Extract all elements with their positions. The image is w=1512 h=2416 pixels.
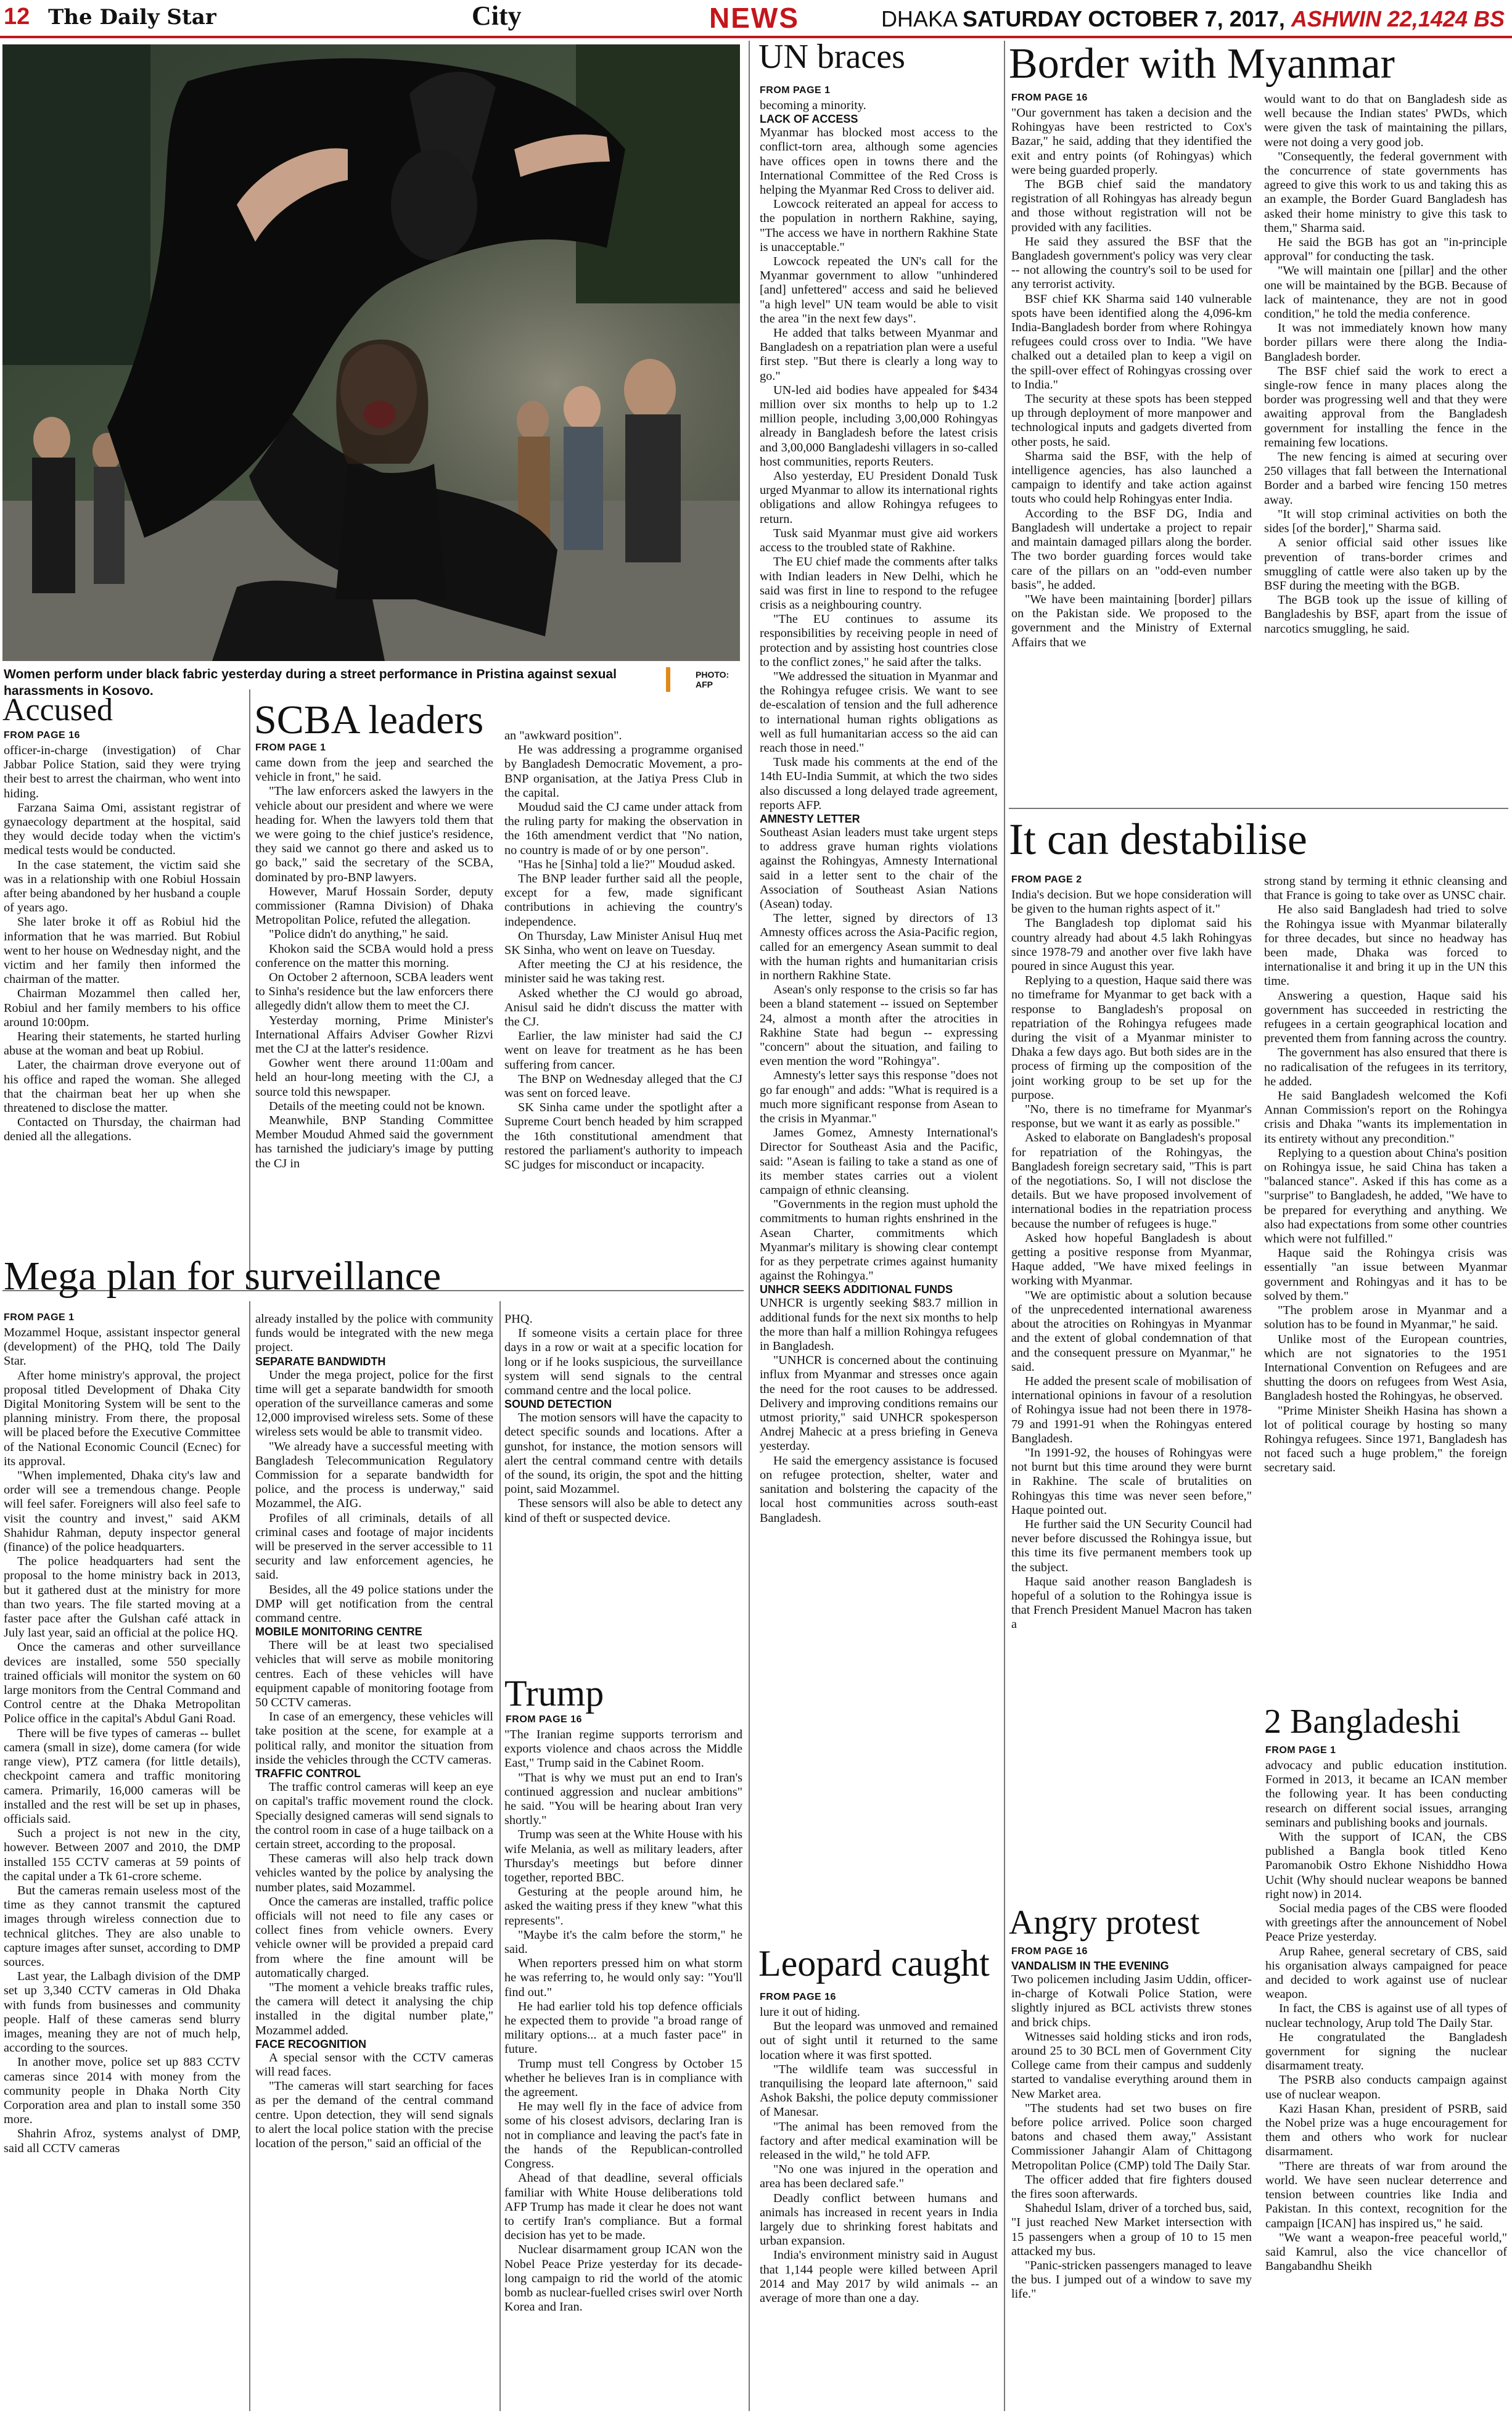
paragraph: "Panic-stricken passengers managed to leave the bus. I jumped out of a window to save my life." [1011, 2259, 1252, 2301]
article-destabilise-col2 [1264, 874, 1507, 1695]
paragraph: Haque said the Rohingya crisis was essentially "an issue between Myanmar government and Rohingyas and it has to be solved by them." [1264, 1246, 1507, 1303]
paragraph: Later, the chairman drove everyone out of his office and raped the woman. She alleged that the chairman beat her up when she threatened to disclose the matter. [4, 1058, 240, 1116]
article-scba-body-col1 [255, 756, 493, 1286]
article-destabilise-col1 [1011, 888, 1252, 1893]
paragraph: With the support of ICAN, the CBS published a Bangla book titled Keno Paromanobik Ostro Ekhone Nishiddho Howa Uchit (Why should nuclear weapons be banned right now) in 2014. [1265, 1830, 1507, 1901]
paragraph: Asked how hopeful Bangladesh is about getting a positive response from Myanmar, Haque added, "We have mixed feelings in working with Myanmar. [1011, 1231, 1252, 1288]
paragraph: He congratulated the Bangladesh government for signing the nuclear disarmament treaty. [1265, 2030, 1507, 2073]
paragraph: Under the mega project, police for the first time will get a separate bandwidth for smooth operation of the surveillance cameras and some 12,000 improvised wireless sets. Some of these wireless sets would be able to transmit video. [255, 1368, 493, 1439]
paragraph: Meanwhile, BNP Standing Committee Member Moudud Ahmed said the government has tarnished the judiciary's image by putting the CJ in [255, 1114, 493, 1170]
article-un-braces-body [760, 99, 998, 1894]
column-divider [499, 1301, 501, 2411]
paragraph: There will be at least two specialised vehicles that will serve as mobile monitoring centres. Each of these vehicles will have equipment capable of monitoring footage from 50 CCTV cameras. [255, 1638, 493, 1710]
paragraph: Tusk said Myanmar must give aid workers access to the troubled state of Rakhine. [760, 526, 998, 555]
paragraph: The new fencing is aimed at securing over 250 villages that fall between the International Border and a barbed wire fencing 150 metres away. [1264, 450, 1507, 507]
paragraph: Mozammel Hoque, assistant inspector general (development) of the PHQ, told The Daily Star. [4, 1326, 240, 1368]
paragraph: But the leopard was unmoved and remained out of sight until it returned to the same location where it was first spotted. [760, 2019, 998, 2062]
column-divider [249, 689, 250, 1288]
paragraph: advocacy and public education institution. Formed in 2013, it became an ICAN member the following year. It has been conducting research on different social issues, arranging seminars and publishing books and journals. [1265, 1759, 1507, 1830]
paragraph: "The moment a vehicle breaks traffic rules, the camera will detect it analysing the chip installed in the digital number plate," Mozammel added. [255, 1980, 493, 2037]
subheading: LACK OF ACCESS [760, 113, 858, 126]
paragraph: "When implemented, Dhaka city's law and order will see a tremendous change. People will feel safer. Foreigners will also feel safe to visit the country and invest," said AKM Shahidur Rahman, deputy inspector general (finance) of the police headquarters. [4, 1469, 240, 1555]
paragraph: Shahedul Islam, driver of a torched bus, said, "I just reached New Market intersection with 15 passengers when a group of 10 to 15 men attacked my bus. [1011, 2201, 1252, 2258]
column-divider [1004, 41, 1005, 2411]
paragraph: The motion sensors will have the capacity to detect specific sounds and locations. After a gunshot, for instance, the motion sensors will alert the central command centre with details of the sound, its origin, the spot and the hitting point, said Mozammel. [504, 1411, 742, 1497]
paragraph: "The students had set two buses on fire before police arrived. Police soon charged batons and chased them away," Assistant Commissioner Jahangir Alam of Chittagong Metropolitan Police (CMP) told The Daily Star. [1011, 2101, 1252, 2172]
photo-caption: Women perform under black fabric yesterday during a street performance in Pristina against sexual harassments in Kosovo. [4, 667, 617, 698]
paragraph: The BSF chief said the work to erect a single-row fence in many places along the border was progressing well and that they were awaiting approval from the Bangladesh government for installing the fence in the remaining few locations. [1264, 364, 1507, 450]
headline-scba-leaders: SCBA leaders [254, 697, 484, 742]
headline-trump: Trump [504, 1673, 604, 1714]
paragraph: He said the BGB has got an "in-principle approval" for conducting the task. [1264, 236, 1507, 264]
paragraph: He said Bangladesh welcomed the Kofi Annan Commission's report on the Rohingya crisis and Dhaka "wants its implementation in its entirety without any precondition." [1264, 1089, 1507, 1146]
paragraph: "We will maintain one [pillar] and the other one will be maintained by the BGB. Because of lack of maintenance, they are not in good condition," he told the media conference. [1264, 264, 1507, 321]
page-number: 12 [4, 4, 30, 30]
paragraph: Khokon said the SCBA would hold a press conference on the matter this morning. [255, 942, 493, 970]
article-border-col1 [1011, 106, 1252, 803]
paragraph: becoming a minority. [760, 99, 866, 112]
paragraph: an "awkward position". [504, 729, 622, 742]
section-divider [1009, 808, 1508, 809]
paragraph: Sharma said the BSF, with the help of intelligence agencies, has also launched a campaign to identify and take action against touts who could help Rohingyas enter India. [1011, 449, 1252, 506]
subheading: SOUND DETECTION [504, 1398, 612, 1411]
paragraph: A senior official said other issues like prevention of trans-border crimes and smuggling of cattle were also taken up by the BSF during the meeting with the BGB. [1264, 536, 1507, 593]
paragraph: Answering a question, Haque said his government has succeeded in restricting the refugees in a certain geographical location and prevented them from fanning across the country. [1264, 988, 1507, 1046]
article-leopard-body [760, 2005, 998, 2411]
paragraph: It was not immediately known how many border pillars were there along the India-Bangladesh border. [1264, 321, 1507, 364]
paragraph: Lowcock reiterated an appeal for access to the population in northern Rakhine, saying, "The access we have in northern Rakhine State is unacceptable." [760, 197, 998, 254]
paragraph: "We want a weapon-free peaceful world," said Kamrul, also the vice chancellor of Bangabandhu Sheikh [1265, 2230, 1507, 2274]
paragraph: Amnesty's letter says this response "does not go far enough" and adds: "What is required is a much more significant response from Asean to the crisis in Myanmar." [760, 1069, 998, 1126]
paragraph: He added the present scale of mobilisation of international opinions in favour of a resolution of Rohingya issue had not been there in 1978-79 and 1991-91 when the Rohingyas entered Bangladesh. [1011, 1374, 1252, 1445]
paragraph: "There are threats of war from around the world. We have seen nuclear deterrence and tension between countries like India and Pakistan. In this context, recognition for the campaign [ICAN] has inspired us," he said. [1265, 2159, 1507, 2230]
subheading: MOBILE MONITORING CENTRE [255, 1625, 422, 1638]
from-page-trump: FROM PAGE 16 [506, 1714, 582, 1725]
paragraph: Trump was seen at the White House with his wife Melania, as well as military leaders, after Thursday's meetings but before dinner together, reported BBC. [504, 1828, 742, 1885]
paragraph: UN-led aid bodies have appealed for $434 million over six months to help up to 1.2 million people, including 3,00,000 Rohingyas already in Bangladesh before the latest crisis and 3,00,000 Bangladeshi villagers in so-called host communities, reports Reuters. [760, 383, 998, 469]
paragraph: He added that talks between Myanmar and Bangladesh on a repatriation plan were a useful first step. "But there is clearly a long way to go." [760, 326, 998, 383]
paragraph: The security at these spots has been stepped up through deployment of more manpower and technological inputs and gadgets diverted from other posts, he said. [1011, 392, 1252, 449]
paragraph: The BNP leader further said all the people, except for a few, made significant contributions in achieving the country's independence. [504, 872, 742, 929]
from-page-destabilise: FROM PAGE 2 [1011, 874, 1082, 885]
paragraph: When reporters pressed him on what storm he was referring to, he would only say: "You'll find out." [504, 1957, 742, 1999]
from-page-accused: FROM PAGE 16 [4, 730, 80, 741]
news-photo [2, 44, 740, 661]
paragraph: She later broke it off as Robiul hid the information that he was married. But Robiul went to her house on Wednesday night, and the victim and her family then informed the chairman of the matter. [4, 915, 240, 987]
from-page-leopard: FROM PAGE 16 [760, 1992, 836, 2002]
paragraph: would want to do that on Bangladesh side as well because the Indian states' PWDs, which were given the task of maintaining the pillars, were not doing a very good job. [1264, 92, 1507, 149]
paragraph: Replying to a question, Haque said there was no timeframe for Myanmar to get back with a response to Bangladesh's proposal on repatriation of the Rohingya refugees made during the visit of a Myanmar minister to Dhaka a few days ago. But both sides are in the process of firming up the composition of the joint working group to be set up for the purpose. [1011, 974, 1252, 1102]
paragraph: The officer added that fire fighters doused the fires soon afterwards. [1011, 2172, 1252, 2201]
from-page-angry-protest: FROM PAGE 16 [1011, 1946, 1088, 1957]
dateline-city: DHAKA [881, 6, 956, 31]
paragraph: Hearing their statements, he started hurling abuse at the woman and beat up Robiul. [4, 1030, 240, 1058]
paragraph: Profiles of all criminals, details of all criminal cases and footage of major incidents will be preserved in the server accessible to 11 security and law enforcement agencies, he said. [255, 1511, 493, 1582]
paragraph: The EU chief made the comments after talks with Indian leaders in New Delhi, which he said was first in line to respond to the refugee crisis as a neighbouring country. [760, 555, 998, 612]
paragraph: "Our government has taken a decision and the Rohingyas have been restricted to Cox's Bazar," he said, adding that they identified the exit and entry points (of Rohingyas) which were being guarded properly. [1011, 106, 1252, 177]
paragraph: officer-in-charge (investigation) of Char Jabbar Police Station, said they were trying their best to arrest the chairman, who went into hiding. [4, 744, 240, 800]
paragraph: strong stand by terming it ethnic cleansing and that France is going to take over as UNSC chair. [1264, 874, 1507, 903]
subheading: UNHCR SEEKS ADDITIONAL FUNDS [760, 1283, 953, 1296]
paragraph: Haque said another reason Bangladesh is hopeful of a solution to the Rohingya issue is that French President Manuel Macron has taken a [1011, 1574, 1252, 1632]
dateline-date: SATURDAY OCTOBER 7, 2017, [963, 6, 1285, 31]
article-2-bangladeshi-body [1265, 1759, 1507, 2411]
paragraph: came down from the jeep and searched the vehicle in front," he said. [255, 756, 493, 784]
paragraph: Witnesses said holding sticks and iron rods, around 25 to 30 BCL men of Government City College came from their campus and suddenly started to vandalise everything around them in New Market area. [1011, 2029, 1252, 2101]
paragraph: Lowcock repeated the UN's call for the Myanmar government to allow "unhindered [and] unfettered" access and said he believed "a high level" UN team would be able to visit the area "in the next few days". [760, 255, 998, 326]
paragraph: In case of an emergency, these vehicles will take position at the scene, for example at a political rally, and monitor the situation from inside the vehicles through the CCTV cameras. [255, 1710, 493, 1767]
paragraph: The PSRB also conducts campaign against use of nuclear weapon. [1265, 2073, 1507, 2102]
paragraph: "Maybe it's the calm before the storm," he said. [504, 1928, 742, 1957]
photo-credit-marker [666, 667, 670, 692]
paragraph: Earlier, the law minister had said the CJ went on leave for treatment as he has been suffering from cancer. [504, 1029, 742, 1072]
paragraph: The police headquarters had sent the proposal to the home ministry back in 2013, but it gathered dust at the ministry for more than two years. The file started moving at a faster pace after the Gulshan café attack in July last year, said an official at the police HQ. [4, 1555, 240, 1640]
paragraph: But the cameras remain useless most of the time as they cannot transmit the captured images through wireless connection due to technical glitches. They are also unable to capture images after sunset, according to DMP sources. [4, 1883, 240, 1969]
paragraph: Social media pages of the CBS were flooded with greetings after the announcement of Nobel Peace Prize yesterday. [1265, 1902, 1507, 1944]
paragraph: "Governments in the region must uphold the commitments to human rights enshrined in the Asean Charter, commitments which Myanmar's military is showing clear contempt for as they perpetrate crimes against humanity against the Rohingya." [760, 1198, 998, 1283]
paragraph: After meeting the CJ at his residence, the minister said he was taking rest. [504, 958, 742, 986]
photo-credit-source: AFP [696, 680, 713, 689]
paragraph: "UNHCR is concerned about the continuing influx from Myanmar and stresses once again the need for the root causes to be addressed. Delivery and improving conditions remains our utmost priority," said UNHCR spokesperson Andrej Mahecic at a press briefing in Geneva yesterday. [760, 1354, 998, 1453]
paragraph: Moudud said the CJ came under attack from the ruling party for making the observation in the 16th amendment verdict that "No nation, no country is made of or by one person". [504, 800, 742, 857]
paragraph: "In 1991-92, the houses of Rohingyas were not burnt but this time around they were burnt in Rakhine. The scale of brutalities on Rohingyas this time was never seen before," Haque pointed out. [1011, 1445, 1252, 1517]
paragraph: The traffic control cameras will keep an eye on capital's traffic movement round the clock. Specially designed cameras will send signals to the control room in case of a huge tailback on a certain street, according to the proposal. [255, 1780, 493, 1851]
article-border-col2 [1264, 92, 1507, 803]
paragraph: Ahead of that deadline, several officials familiar with White House deliberations told AFP Trump has made it clear he does not want to certify Iran's compliance. But a formal decision has yet to be made. [504, 2171, 742, 2243]
paragraph: "Prime Minister Sheikh Hasina has shown a lot of political courage by hosting so many Rohingya refugees. Since 1971, Bangladesh has not faced such a huge problem," the foreign secretary said. [1264, 1403, 1507, 1475]
paragraph: He further said the UN Security Council had never before discussed the Rohingya issue, but this time its five permanent members took up the subject. [1011, 1517, 1252, 1574]
paragraph: The BNP on Wednesday alleged that the CJ was sent on forced leave. [504, 1072, 742, 1101]
paragraph: He may well fly in the face of advice from some of his closest advisors, declaring Iran is not in compliance and leaving the pact's fate in the hands of the Republican-controlled Congress. [504, 2100, 742, 2171]
newspaper-name: The Daily Star [48, 5, 216, 30]
paragraph: Last year, the Lalbagh division of the DMP set up 3,340 CCTV cameras in Old Dhaka with funds from businesses and community people. Half of these cameras send blurry images, meaning they are not of much help, according to the sources. [4, 1970, 240, 2055]
paragraph: He was addressing a programme organised by Bangladesh Democratic Movement, a pro-BNP organisation, at the Jatiya Press Club in the capital. [504, 743, 742, 800]
article-trump-body [504, 1728, 742, 2411]
paragraph: Nuclear disarmament group ICAN won the Nobel Peace Prize yesterday for its decade-long campaign to rid the world of the atomic bomb as nuclear-fuelled crises swirl over North Korea and Iran. [504, 2243, 742, 2314]
paragraph: "Has he [Sinha] told a lie?" Moudud asked. [518, 857, 736, 871]
article-surveillance-col2 [255, 1312, 493, 2411]
photo-credit [696, 670, 729, 689]
paragraph: "The Iranian regime supports terrorism and exports violence and chaos across the Middle East," Trump said in the Cabinet Room. [504, 1728, 742, 1770]
paragraph: Arup Rahee, general secretary of CBS, said his organisation always campaigned for peace and decided to work against use of nuclear weapon. [1265, 1944, 1507, 2002]
article-surveillance-col3 [504, 1312, 742, 1676]
paragraph: India's decision. But we hope consideration will be given to the human rights aspect of it." [1011, 888, 1252, 916]
photo-credit-label: PHOTO: [696, 670, 729, 680]
paragraph: "No, there is no timeframe for Myanmar's response, but we want it as early as possible." [1011, 1103, 1252, 1131]
article-surveillance-col1 [4, 1326, 240, 2411]
paragraph: Also yesterday, EU President Donald Tusk urged Myanmar to allow its international rights obligations and allow Rohingya refugees to return. [760, 469, 998, 526]
paragraph: Yesterday morning, Prime Minister's International Affairs Adviser Gowher Rizvi met the CJ at the latter's residence. [255, 1013, 493, 1056]
paragraph: In fact, the CBS is against use of all types of nuclear technology, Arup told The Daily Star. [1265, 2002, 1507, 2030]
paragraph: In the case statement, the victim said she was in a relationship with one Robiul Hossain after being abandoned by her husband a couple of years ago. [4, 858, 240, 915]
from-page-border: FROM PAGE 16 [1011, 92, 1088, 103]
from-page-surveillance: FROM PAGE 1 [4, 1312, 75, 1323]
paragraph: There will be five types of cameras -- bullet camera (small in size), dome camera (for wide range view), PTZ camera (for little details), checkpoint camera and traffic monitoring camera. Primarily, 16,000 cameras will be installed and the rest will be set up in phases, officials said. [4, 1726, 240, 1826]
headline-leopard-caught: Leopard caught [758, 1943, 990, 1984]
paragraph: The BGB chief said the mandatory registration of all Rohingyas has already begun and those without registration will not be provided with any facilities. [1011, 178, 1252, 234]
paragraph: Gowher went there around 11:00am and held an hour-long meeting with the CJ, a source told this newspaper. [255, 1056, 493, 1099]
headline-un-braces: UN braces [758, 38, 905, 76]
paragraph: Once the cameras and other surveillance devices are installed, some 550 specially trained officials will monitor the system on 60 large monitors from the Central Command and Control centre at the Dhaka Metropolitan Police office in the capital's Abdul Gani Road. [4, 1640, 240, 1726]
paragraph: SK Sinha came under the spotlight after a Supreme Court bench headed by him scrapped the 16th constitutional amendment that restored the parliament's authority to impeach SC judges for misconduct or incapacity. [504, 1101, 742, 1172]
paragraph: The Bangladesh top diplomat said his country already had about 4.5 lakh Rohingyas since 1978-79 and another over five lakh have poured in since August this year. [1011, 916, 1252, 974]
paragraph: Trump must tell Congress by October 15 whether he believes Iran is in compliance with the agreement. [504, 2056, 742, 2100]
paragraph: The government has also ensured that there is no radicalisation of the refugees in its territory, he added. [1264, 1046, 1507, 1088]
paragraph: The letter, signed by directors of 13 Amnesty offices across the Asia-Pacific region, called for an emergency Asean summit to deal with the human rights and humanitarian crisis in northern Rakhine State. [760, 911, 998, 982]
paragraph: India's environment ministry said in August that 1,144 people were killed between April 2014 and May 2017 by wild animals -- an average of more than one a day. [760, 2248, 998, 2306]
paragraph: Shahrin Afroz, systems analyst of DMP, said all CCTV cameras [4, 2127, 240, 2155]
paragraph: UNHCR is urgently seeking $83.7 million in additional funds for the next six months to help the more than half a million Rohingya refugees in Bangladesh. [760, 1296, 998, 1354]
paragraph: PHQ. [504, 1312, 533, 1326]
section-title: City [472, 1, 522, 31]
paragraph: Deadly conflict between humans and animals has increased in recent years in India largely due to shrinking forest habitats and urban expansion. [760, 2191, 998, 2248]
paragraph: Once the cameras are installed, traffic police officials will not need to file any cases or collect fines from vehicle owners. Every vehicle owner will be provided a prepaid card from where the fine amount will be automatically charged. [255, 1894, 493, 1980]
paragraph: These cameras will also help track down vehicles wanted by the police by analysing the number plates, said Mozammel. [255, 1852, 493, 1894]
subheading: VANDALISM IN THE EVENING [1011, 1960, 1169, 1972]
paragraph: "The animal has been removed from the factory and after medical examination will be released in the wild," he told AFP. [760, 2119, 998, 2163]
paragraph: Asean's only response to the crisis so far has been a bland statement -- issued on September 24, almost a month after the atrocities in Rakhine State had begun -- expressing "concern" about the situation, and failing to even mention the word "Rohingya". [760, 983, 998, 1069]
paragraph: "The wildlife team was successful in tranquilising the leopard late afternoon," said Ashok Bakshi, the police deputy commissioner of Manesar. [760, 2062, 998, 2119]
paragraph: "That is why we must put an end to Iran's continued aggression and nuclear ambitions" he said. "You will be hearing about Iran very shortly." [504, 1770, 742, 1828]
paragraph: Besides, all the 49 police stations under the DMP will get notification from the central command centre. [255, 1582, 493, 1625]
from-page-un-braces: FROM PAGE 1 [760, 85, 831, 96]
paragraph: On October 2 afternoon, SCBA leaders went to Sinha's residence but the law enforcers there allegedly didn't allow them to meet the CJ. [255, 971, 493, 1013]
paragraph: In another move, police set up 883 CCTV cameras since 2014 with money from the community people in Dhaka North City Corporation area and plan to install some 350 more. [4, 2055, 240, 2127]
paragraph: He had earlier told his top defence officials he expected them to provide "a broad range of military options... at a much faster pace" in future. [504, 1999, 742, 2056]
paragraph: "We already have a successful meeting with Bangladesh Telecommunication Regulatory Commission for a separate bandwidth for police, and the process is underway," said Mozammel, the AIG. [255, 1439, 493, 1511]
paragraph: The BGB took up the issue of killing of Bangladeshis by BSF, apart from the issue of narcotics smuggling, he said. [1264, 593, 1507, 636]
paragraph: Replying to a question about China's position on Rohingya issue, he said China has taken a "balanced stance". Asked if this has come as a "surprise" to Bangladesh, he added, "We have to be prepared for everything and anything. We also had expectations from some other countries which were not fulfilled." [1264, 1146, 1507, 1246]
paragraph: On Thursday, Law Minister Anisul Huq met SK Sinha, who went on leave on Tuesday. [504, 929, 742, 958]
dateline-bangla: ASHWIN 22,1424 BS [1291, 6, 1505, 31]
paragraph: If someone visits a certain place for three days in a row or wait at a specific location for long or if he looks suspicious, the surveillance system will send signals to the central command centre and the local police. [504, 1326, 742, 1398]
subheading: FACE RECOGNITION [255, 2037, 367, 2050]
paragraph: Such a project is not new in the city, however. Between 2007 and 2010, the DMP installed 155 CCTV cameras at 59 points of the capital under a Tk 61-crore scheme. [4, 1826, 240, 1883]
masthead [0, 0, 1512, 37]
news-label: NEWS [709, 2, 799, 34]
paragraph: He also said Bangladesh had tried to solve the Rohingya issue with Myanmar bilaterally for three decades, but since no headway has been made, Dhaka was forced to internationalise it and bring it up in the UN this time. [1264, 903, 1507, 988]
paragraph: He said they assured the BSF that the Bangladesh government's policy was very clear -- not allowing the country's soil to be used for any terrorist activity. [1011, 234, 1252, 292]
paragraph: Asked to elaborate on Bangladesh's proposal for repatriation of the Rohingyas, the Bangladesh foreign secretary said, "This is part of the negotiations. So, I will not disclose the details. But we have proposed involvement of international bodies in the repatriation process because the number of refugees is huge." [1011, 1131, 1252, 1231]
subheading: SEPARATE BANDWIDTH [255, 1355, 386, 1368]
paragraph: He said the emergency assistance is focused on refugee protection, shelter, water and sanitation and bolstering the capacity of the local host communities across south-east Bangladesh. [760, 1453, 998, 1525]
paragraph: "Police didn't do anything," he said. [269, 927, 449, 942]
paragraph: "We are optimistic about a solution because of the unprecedented international awareness about the atrocities on Rohingyas in Myanmar and the extent of global condemnation of that and the consequent pressure on Myanmar," he said. [1011, 1288, 1252, 1374]
paragraph: According to the BSF DG, India and Bangladesh will undertake a project to repair and maintain damaged pillars along the border. The two border guarding forces would take care of the pillars on an "odd-even number basis", he added. [1011, 506, 1252, 592]
paragraph: Gesturing at the people around him, he asked the waiting press if they knew "what this represents". [504, 1885, 742, 1928]
headline-accused: Accused [2, 692, 113, 728]
paragraph: Tusk made his comments at the end of the 14th EU-India Summit, at which the two sides also discussed a long delayed trade agreement, reports AFP. [760, 755, 998, 812]
paragraph: "Consequently, the federal government with the concurrence of state governments has agreed to give this work to us and taking this as an example, the Border Guard Bangladesh has asked their home ministry to give this task to them," Sharma said. [1264, 149, 1507, 235]
paragraph: "We have been maintaining [border] pillars on the Pakistan side. We proposed to the government and the Ministry of External Affairs that we [1011, 592, 1252, 649]
paragraph: These sensors will also be able to detect any kind of theft or suspected device. [504, 1497, 742, 1525]
paragraph: "We addressed the situation in Myanmar and the Rohingya refugee crisis. We want to see de-escalation of tension and the full adherence to international human rights obligations as well as full humanitarian access so the aid can reach those in need." [760, 669, 998, 755]
paragraph: However, Maruf Hossain Sorder, deputy commissioner (Ramna Division) of Dhaka Metropolitan Police, refuted the allegation. [255, 884, 493, 927]
paragraph: Kazi Hasan Khan, president of PSRB, said the Nobel prize was a huge encouragement for them and others who work for nuclear disarmament. [1265, 2102, 1507, 2159]
headline-surveillance: Mega plan for surveillance [4, 1254, 442, 1299]
article-scba-body-col2 [504, 729, 742, 1286]
paragraph: Contacted on Thursday, the chairman had denied all the allegations. [4, 1116, 240, 1144]
paragraph: Chairman Mozammel then called her, Robiul and her family members to his office around 10:00pm. [4, 987, 240, 1029]
paragraph: lure it out of hiding. [760, 2005, 860, 2019]
column-divider [249, 1301, 250, 2411]
paragraph: "No one was injured in the operation and area has been declared safe." [760, 2163, 998, 2191]
from-page-scba: FROM PAGE 1 [255, 742, 326, 753]
paragraph: After home ministry's approval, the project proposal titled Development of Dhaka City Digital Monitoring System will be sent to the planning ministry. From there, the proposal will be placed before the Executive Committee of the National Economic Council (Ecnec) for its approval. [4, 1368, 240, 1468]
subheading: AMNESTY LETTER [760, 812, 860, 825]
paragraph: already installed by the police with community funds would be integrated with the new mega project. [255, 1312, 493, 1355]
paragraph: "The law enforcers asked the lawyers in the vehicle about our president and where we were heading for. When the lawyers told them that we were going to the chief justice's residence, they said we cannot go there and asked us to go back," said the secretary of the SCBA, dominated by pro-BNP lawyers. [255, 784, 493, 884]
street-performance-illustration [2, 44, 740, 661]
paragraph: A special sensor with the CCTV cameras will read faces. [255, 2050, 493, 2079]
headline-border-myanmar: Border with Myanmar [1009, 40, 1395, 88]
paragraph: Southeast Asian leaders must take urgent steps to address grave human rights violations against the Rohingyas, Amnesty International said in a letter sent to the chair of the Association of Southeast Asian Nations (Asean) today. [760, 825, 998, 911]
from-page-2-bangladeshi: FROM PAGE 1 [1265, 1745, 1336, 1756]
paragraph: "The cameras will start searching for faces as per the demand of the central command centre. Upon detection, they will send signals to alert the local police station with the precise location of the person," said an official of the [255, 2079, 493, 2150]
paragraph: "The problem arose in Myanmar and a solution has to be found in Myanmar," he said. [1264, 1304, 1507, 1332]
headline-angry-protest: Angry protest [1009, 1904, 1200, 1942]
article-angry-protest-body [1011, 1960, 1252, 2411]
paragraph: Asked whether the CJ would go abroad, Anisul said he didn't discuss the matter with the CJ. [504, 986, 742, 1029]
paragraph: Two policemen including Jasim Uddin, officer-in-charge of Kotwali Police Station, were slightly injured as BCL activists threw stones and brick chips. [1011, 1973, 1252, 2029]
paragraph: Unlike most of the European countries, which are not signatories to the 1951 International Convention on Refugees and are shutting the doors on refugees from West Asia, Bangladesh hosted the Rohingyas, he observed. [1264, 1332, 1507, 1403]
paragraph: Details of the meeting could not be known. [269, 1099, 485, 1113]
article-accused-body [4, 744, 240, 1286]
paragraph: "It will stop criminal activities on both the sides [of the border]," Sharma said. [1264, 507, 1507, 536]
paragraph: Myanmar has blocked most access to the conflict-torn area, although some agencies have offices open in towns there and the International Committee of the Red Cross is helping the Myanmar Red Cross to deliver aid. [760, 126, 998, 197]
paragraph: James Gomez, Amnesty International's Director for Southeast Asia and the Pacific, said: "Asean is failing to take a stand as one of its member states carries out a violent campaign of ethnic cleansing. [760, 1126, 998, 1198]
headline-it-can-destabilise: It can destabilise [1009, 815, 1307, 864]
paragraph: BSF chief KK Sharma said 140 vulnerable spots have been identified along the 4,096-km India-Bangladesh border from where Rohingya refugees could cross over to India. "We have chalked out a detailed plan to keep a vigil on the spill-over effect of Rohingyas crossing over to India." [1011, 292, 1252, 392]
masthead-rule [0, 36, 1512, 38]
paragraph: Farzana Saima Omi, assistant registrar of gynaecology department at the hospital, said they would decide today when the victim's medical tests would be conducted. [4, 800, 240, 858]
column-divider [749, 41, 750, 2411]
subheading: TRAFFIC CONTROL [255, 1767, 361, 1780]
paragraph: "The EU continues to assume its responsibilities by receiving people in need of protection and by assisting host countries close to the conflict zones," he said after the talks. [760, 612, 998, 669]
headline-2-bangladeshi: 2 Bangladeshi [1264, 1703, 1461, 1741]
dateline [881, 6, 1505, 32]
